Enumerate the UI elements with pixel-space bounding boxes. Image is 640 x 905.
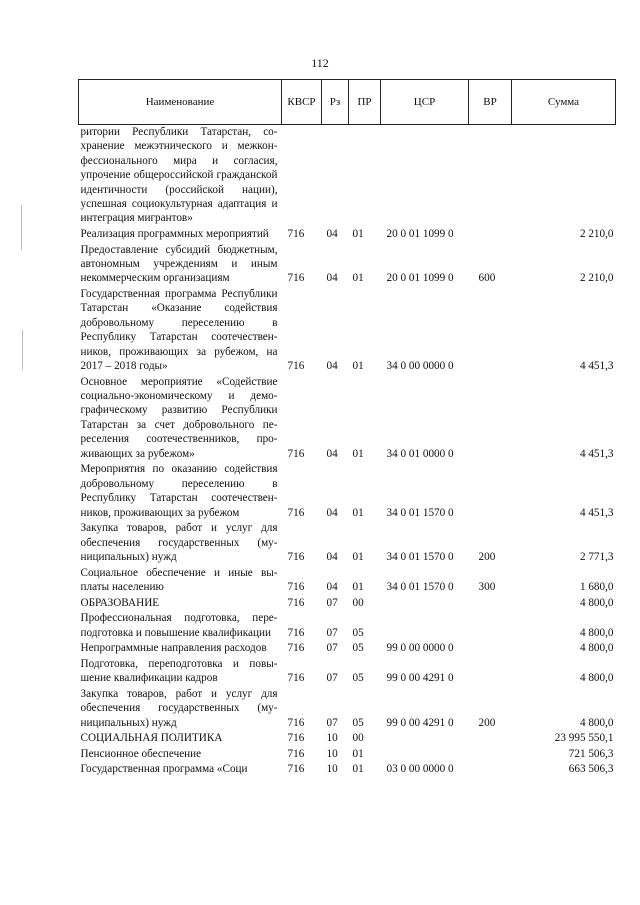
cell-name: Социальное обеспечение и иные выплаты населению bbox=[80, 566, 278, 593]
cell-rz bbox=[322, 125, 349, 228]
cell-pr: 01 bbox=[352, 228, 364, 241]
table-row bbox=[79, 611, 616, 641]
cell-pr: 01 bbox=[352, 360, 364, 373]
table-row bbox=[79, 462, 616, 521]
cell-name: Государственная программа Республики Татарстан «Оказание содействия добровольному переселению в Республику Татарстан соотечественников, проживающих за рубежом, на 2017 – 2018 годы» bbox=[80, 288, 278, 373]
cell-rz: 04 bbox=[326, 506, 338, 519]
cell-rz: 04 bbox=[326, 447, 338, 460]
cell-rz: 04 bbox=[326, 580, 338, 593]
cell-sum: 2 210,0 bbox=[579, 228, 614, 241]
cell-kvsr: 716 bbox=[287, 642, 305, 655]
cell-csr bbox=[381, 596, 469, 612]
cell-vr bbox=[469, 596, 512, 612]
cell-csr: 99 0 00 4291 0 bbox=[386, 672, 454, 685]
cell-name: Профессиональная подготовка, переподготовка и повышение квалификации bbox=[80, 612, 278, 639]
cell-pr: 00 bbox=[352, 596, 364, 609]
cell-sum: 4 800,0 bbox=[579, 596, 614, 609]
cell-vr bbox=[469, 375, 512, 463]
cell-sum: 4 800,0 bbox=[579, 716, 614, 729]
cell-pr: 01 bbox=[352, 506, 364, 519]
header-pr: ПР bbox=[349, 80, 381, 125]
cell-kvsr: 716 bbox=[287, 763, 305, 776]
cell-sum: 4 800,0 bbox=[579, 626, 614, 639]
table-row bbox=[79, 287, 616, 375]
cell-pr: 01 bbox=[352, 447, 364, 460]
cell-name: Предоставление субсидий бюджетным, автономным учреждениям и иным некоммерческим организациям bbox=[80, 243, 278, 285]
cell-vr bbox=[469, 462, 512, 521]
cell-rz: 10 bbox=[326, 732, 338, 745]
table-row bbox=[79, 657, 616, 687]
header-csr: ЦСР bbox=[381, 80, 469, 125]
cell-rz: 10 bbox=[326, 747, 338, 760]
cell-name: Основное мероприятие «Содействие социально-экономическому и демографическому развитию Республики Татарстан за счет добровольного переселения соотечественников, проживающих за рубежом» bbox=[80, 375, 278, 460]
cell-csr: 20 0 01 1099 0 bbox=[386, 228, 454, 241]
cell-vr bbox=[469, 611, 512, 641]
cell-vr: 600 bbox=[478, 272, 496, 285]
cell-rz: 07 bbox=[326, 596, 338, 609]
margin-mark bbox=[22, 330, 23, 370]
cell-sum: 2 210,0 bbox=[579, 272, 614, 285]
table-row bbox=[79, 731, 616, 747]
cell-rz: 07 bbox=[326, 672, 338, 685]
cell-kvsr: 716 bbox=[287, 672, 305, 685]
cell-rz: 07 bbox=[326, 626, 338, 639]
table-row bbox=[79, 243, 616, 287]
table-row bbox=[79, 596, 616, 612]
cell-csr: 34 0 01 1570 0 bbox=[386, 506, 454, 519]
cell-rz: 07 bbox=[326, 716, 338, 729]
cell-vr bbox=[469, 125, 512, 228]
cell-kvsr: 716 bbox=[287, 506, 305, 519]
cell-name: Мероприятия по оказанию содействия добровольному переселению в Республику Татарстан соотечественников, проживающих за рубежом bbox=[80, 463, 278, 519]
cell-rz: 04 bbox=[326, 272, 338, 285]
cell-pr: 01 bbox=[352, 747, 364, 760]
table-row bbox=[79, 521, 616, 565]
cell-sum: 4 800,0 bbox=[579, 642, 614, 655]
cell-vr bbox=[469, 641, 512, 657]
cell-kvsr: 716 bbox=[287, 626, 305, 639]
cell-rz: 04 bbox=[326, 550, 338, 563]
cell-name: Непрограммные направления расходов bbox=[80, 642, 267, 655]
cell-vr: 200 bbox=[478, 550, 496, 563]
margin-mark bbox=[21, 205, 22, 250]
cell-sum bbox=[512, 125, 616, 228]
cell-pr: 01 bbox=[352, 550, 364, 563]
page-number: 112 bbox=[311, 56, 329, 70]
table-row bbox=[79, 687, 616, 731]
cell-csr: 03 0 00 0000 0 bbox=[386, 763, 454, 776]
cell-sum: 663 506,3 bbox=[568, 763, 614, 776]
header-rz: Рз bbox=[322, 80, 349, 125]
table-row bbox=[79, 641, 616, 657]
cell-kvsr: 716 bbox=[287, 596, 305, 609]
cell-pr: 01 bbox=[352, 763, 364, 776]
cell-kvsr: 716 bbox=[287, 716, 305, 729]
table-row bbox=[79, 227, 616, 243]
cell-vr bbox=[469, 227, 512, 243]
cell-vr bbox=[469, 747, 512, 763]
cell-kvsr: 716 bbox=[287, 580, 305, 593]
cell-kvsr: 716 bbox=[287, 360, 305, 373]
table-row bbox=[79, 375, 616, 463]
cell-vr bbox=[469, 657, 512, 687]
cell-csr bbox=[381, 125, 469, 228]
cell-csr: 34 0 01 0000 0 bbox=[386, 447, 454, 460]
header-kvsr: КВСР bbox=[282, 80, 322, 125]
cell-pr: 05 bbox=[352, 626, 364, 639]
cell-pr: 00 bbox=[352, 732, 364, 745]
cell-name: Закупка товаров, работ и услуг для обеспечения государственных (муниципальных) нужд bbox=[80, 522, 278, 563]
cell-rz: 04 bbox=[326, 360, 338, 373]
cell-name: Подготовка, переподготовка и повышение квалификации кадров bbox=[80, 657, 278, 685]
cell-name: Закупка товаров, работ и услуг для обеспечения государственных (муниципальных) нужд bbox=[80, 687, 278, 729]
cell-pr: 01 bbox=[352, 272, 364, 285]
cell-pr: 01 bbox=[352, 580, 364, 593]
table-row bbox=[79, 566, 616, 596]
header-sum: Сумма bbox=[512, 80, 616, 125]
cell-pr bbox=[349, 125, 381, 228]
cell-sum: 4 451,3 bbox=[579, 447, 614, 460]
table-row bbox=[79, 762, 616, 778]
cell-pr: 05 bbox=[352, 672, 364, 685]
cell-vr bbox=[469, 762, 512, 778]
cell-sum: 4 451,3 bbox=[579, 506, 614, 519]
table-row bbox=[79, 125, 616, 228]
cell-vr: 200 bbox=[478, 716, 496, 729]
cell-vr bbox=[469, 287, 512, 375]
cell-sum: 2 771,3 bbox=[579, 550, 614, 563]
cell-name: ритории Республики Татарстан, сохранение межэтнического и межконфессионального мира и согласия, упрочение общероссийской гражданской идентичности (российской нации), успешная социокультурная адаптация и интеграция мигрантов» bbox=[80, 126, 278, 225]
cell-sum: 4 451,3 bbox=[579, 360, 614, 373]
cell-name: СОЦИАЛЬНАЯ ПОЛИТИКА bbox=[80, 732, 223, 745]
table-header-row bbox=[79, 80, 616, 125]
cell-kvsr bbox=[282, 125, 322, 228]
cell-kvsr: 716 bbox=[287, 272, 305, 285]
cell-csr bbox=[381, 747, 469, 763]
cell-csr bbox=[381, 731, 469, 747]
cell-kvsr: 716 bbox=[287, 228, 305, 241]
cell-kvsr: 716 bbox=[287, 732, 305, 745]
cell-rz: 04 bbox=[326, 228, 338, 241]
header-name: Наименование bbox=[79, 80, 282, 125]
cell-csr: 99 0 00 0000 0 bbox=[386, 642, 454, 655]
cell-csr: 99 0 00 4291 0 bbox=[386, 716, 454, 729]
cell-rz: 07 bbox=[326, 642, 338, 655]
cell-kvsr: 716 bbox=[287, 550, 305, 563]
table-row bbox=[79, 747, 616, 763]
cell-sum: 4 800,0 bbox=[579, 672, 614, 685]
cell-csr: 34 0 01 1570 0 bbox=[386, 580, 454, 593]
cell-name: ОБРАЗОВАНИЕ bbox=[80, 596, 160, 609]
cell-kvsr: 716 bbox=[287, 747, 305, 760]
cell-csr: 20 0 01 1099 0 bbox=[386, 272, 454, 285]
cell-name: Государственная программа «Соци bbox=[80, 763, 248, 776]
cell-rz: 10 bbox=[326, 763, 338, 776]
budget-table bbox=[78, 79, 616, 778]
cell-vr bbox=[469, 731, 512, 747]
cell-sum: 23 995 550,1 bbox=[554, 732, 614, 745]
cell-name: Реализация программных мероприятий bbox=[80, 228, 269, 241]
cell-pr: 05 bbox=[352, 642, 364, 655]
header-vr: ВР bbox=[469, 80, 512, 125]
cell-pr: 05 bbox=[352, 716, 364, 729]
cell-csr: 34 0 01 1570 0 bbox=[386, 550, 454, 563]
cell-sum: 1 680,0 bbox=[579, 580, 614, 593]
cell-name: Пенсионное обеспечение bbox=[80, 747, 202, 760]
cell-csr: 34 0 00 0000 0 bbox=[386, 360, 454, 373]
table-body bbox=[79, 125, 616, 778]
cell-sum: 721 506,3 bbox=[568, 747, 614, 760]
cell-vr: 300 bbox=[478, 580, 496, 593]
cell-kvsr: 716 bbox=[287, 447, 305, 460]
cell-csr bbox=[381, 611, 469, 641]
